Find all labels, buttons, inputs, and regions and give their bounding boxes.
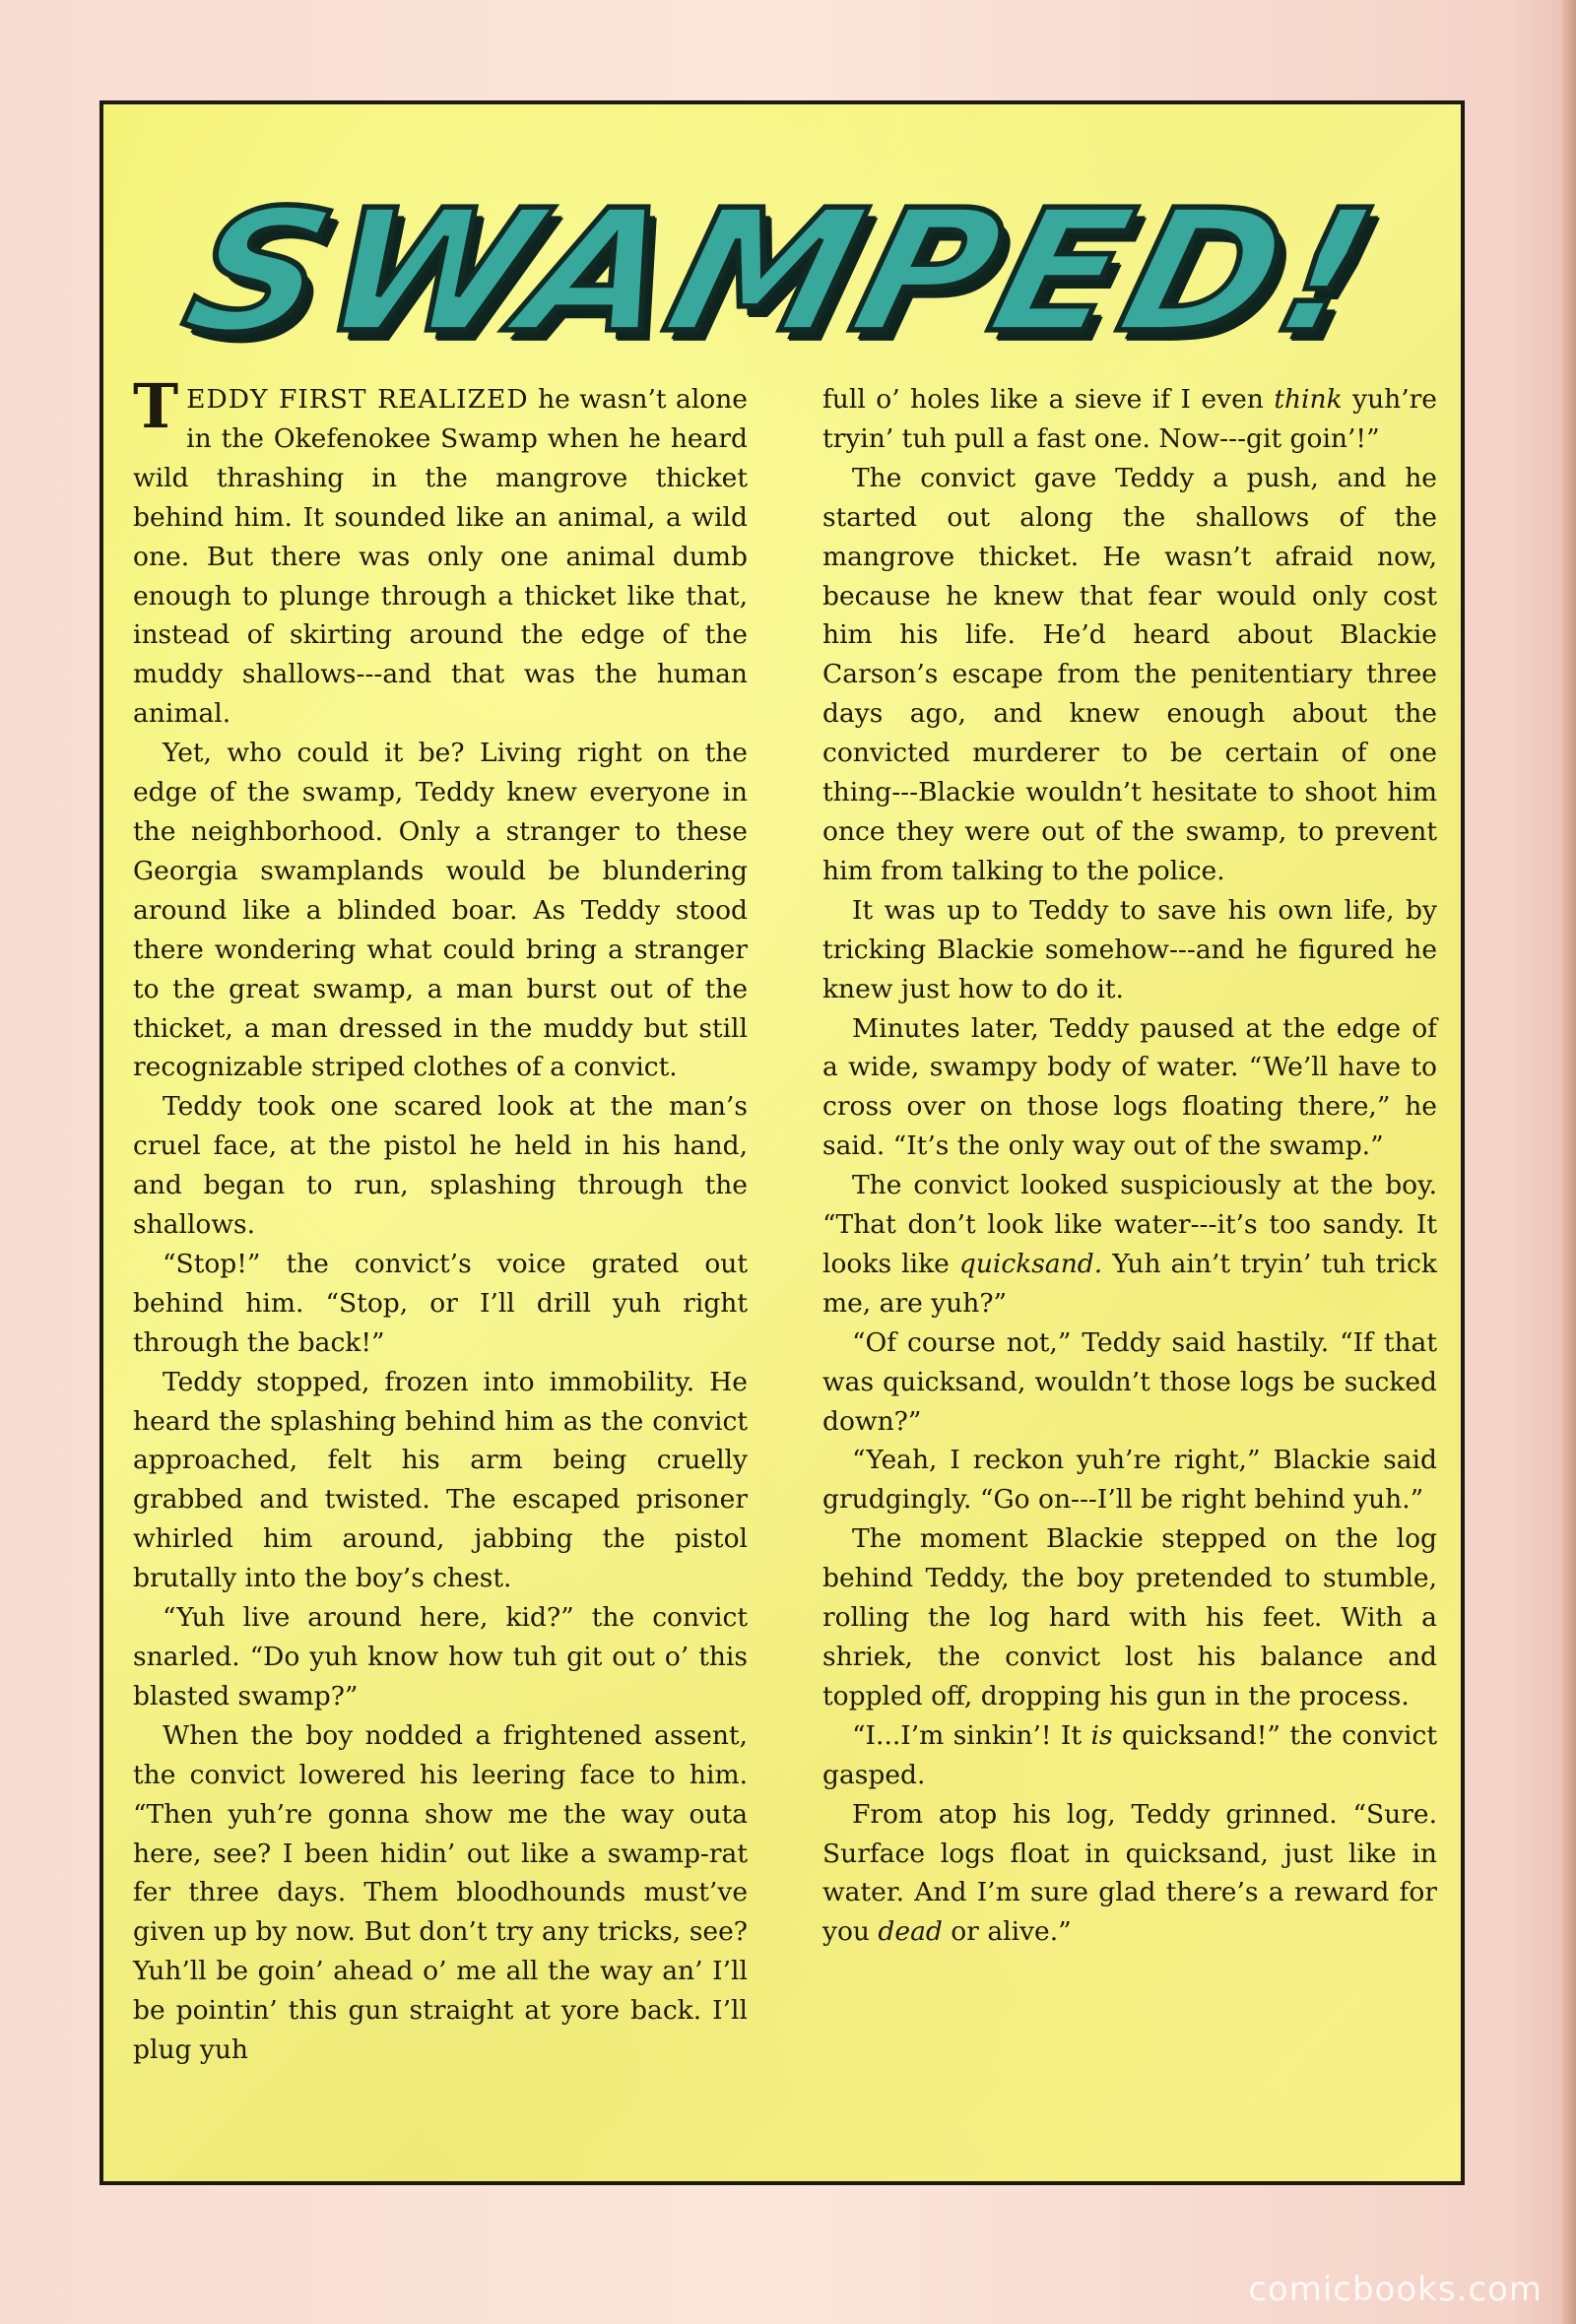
paragraph: The convict looked suspiciously at the boy. “That don’t look like water---it’s too sandy. It looks like quicksand. Yuh ain’t tryin’ tuh trick me, are yuh?”	[822, 1170, 1437, 1319]
drop-cap: T	[133, 370, 179, 442]
paragraph: Teddy stopped, frozen into immobility. He heard the splashing behind him as the convict approached, felt his arm being cruelly grabbed and twisted. The escaped prisoner whirled him around, jabbing the pistol brutally into the boy’s chest.	[133, 1366, 748, 1594]
paragraph: The convict gave Teddy a push, and he started out along the shallows of the mangrove thicket. He wasn’t afraid now, because he knew that fear would only cost him his life. He’d heard about Blackie Carson’s escape from the penitentiary three days ago, and knew enough about the convicted murderer to be certain of one thing---Blackie wouldn’t hesitate to shoot him once they were out of the swamp, to prevent him from talking to the police.	[822, 462, 1437, 886]
paragraph: “Yuh live around here, kid?” the convict snarled. “Do yuh know how tuh git out o’ this blasted swamp?”	[133, 1602, 748, 1711]
paragraph: The moment Blackie stepped on the log behind Teddy, the boy pretended to stumble, rolling the log hard with his feet. With a shriek, the convict lost his balance and toppled off, dropping his gun in the process.	[822, 1523, 1437, 1711]
text-column-left	[133, 370, 748, 2070]
paragraph: When the boy nodded a frightened assent, the convict lowered his leering face to him. “Then yuh’re gonna show me the way outa here, see? I been hidin’ out like a swamp-rat fer three days. Them bloodhounds must’ve given up by now. But don’t try any tricks, see? Yuh’ll be goin’ ahead o’ me all the way an’ I’ll be pointin’ this gun straight at yore back. I’ll plug yuh	[133, 1719, 748, 2066]
paragraph: From atop his log, Teddy grinned. “Sure. Surface logs float in quicksand, just like in water. And I’m sure glad there’s a reward for you dead or alive.”	[822, 1798, 1437, 1948]
paragraph: “Of course not,” Teddy said hastily. “If that was quicksand, wouldn’t those logs be sucked down?”	[822, 1326, 1437, 1437]
text-column-right	[822, 380, 1437, 1952]
paragraph: TEDDY FIRST REALIZED he wasn’t alone in the Okefenokee Swamp when he heard wild thrashing in the mangrove thicket behind him. It sounded like an animal, a wild one. But there was only one animal dumb enough to plunge through a thicket like that, instead of skirting around the edge of the muddy shallows---and that was the human animal.	[133, 370, 748, 730]
story-panel	[99, 100, 1465, 2185]
opening-caps: EDDY FIRST REALIZED	[186, 384, 529, 415]
page-spine	[1562, 0, 1576, 2324]
paragraph: Yet, who could it be? Living right on the edge of the swamp, Teddy knew everyone in the neighborhood. Only a stranger to these Georgia swamplands would be blundering around like a blinded boar. As Teddy stood there wondering what could bring a stranger to the great swamp, a man burst out of the thicket, a man dressed in the muddy but still recognizable striped clothes of a convict.	[133, 738, 748, 1083]
paragraph: “I...I’m sinkin’! It is quicksand!” the convict gasped.	[822, 1719, 1437, 1790]
watermark: comicbooks.com	[1248, 2270, 1543, 2309]
paragraph: Minutes later, Teddy paused at the edge of a wide, swampy body of water. “We’ll have to cross over on those logs floating there,” he said. “It’s the only way out of the swamp.”	[822, 1012, 1437, 1162]
paragraph: full o’ holes like a sieve if I even think yuh’re tryin’ tuh pull a fast one. Now---git goin’!”	[822, 384, 1437, 454]
title-banner	[103, 149, 1461, 395]
paragraph: “Yeah, I reckon yuh’re right,” Blackie said grudgingly. “Go on---I’ll be right behind yuh.”	[822, 1445, 1437, 1516]
paragraph: Teddy took one scared look at the man’s cruel face, at the pistol he held in his hand, and began to run, splashing through the shallows.	[133, 1091, 748, 1241]
story-title: SWAMPED!	[168, 172, 1397, 370]
paragraph: “Stop!” the convict’s voice grated out behind him. “Stop, or I’ll drill yuh right through the back!”	[133, 1248, 748, 1358]
paragraph: It was up to Teddy to save his own life, by tricking Blackie somehow---and he figured he knew just how to do it.	[822, 894, 1437, 1004]
